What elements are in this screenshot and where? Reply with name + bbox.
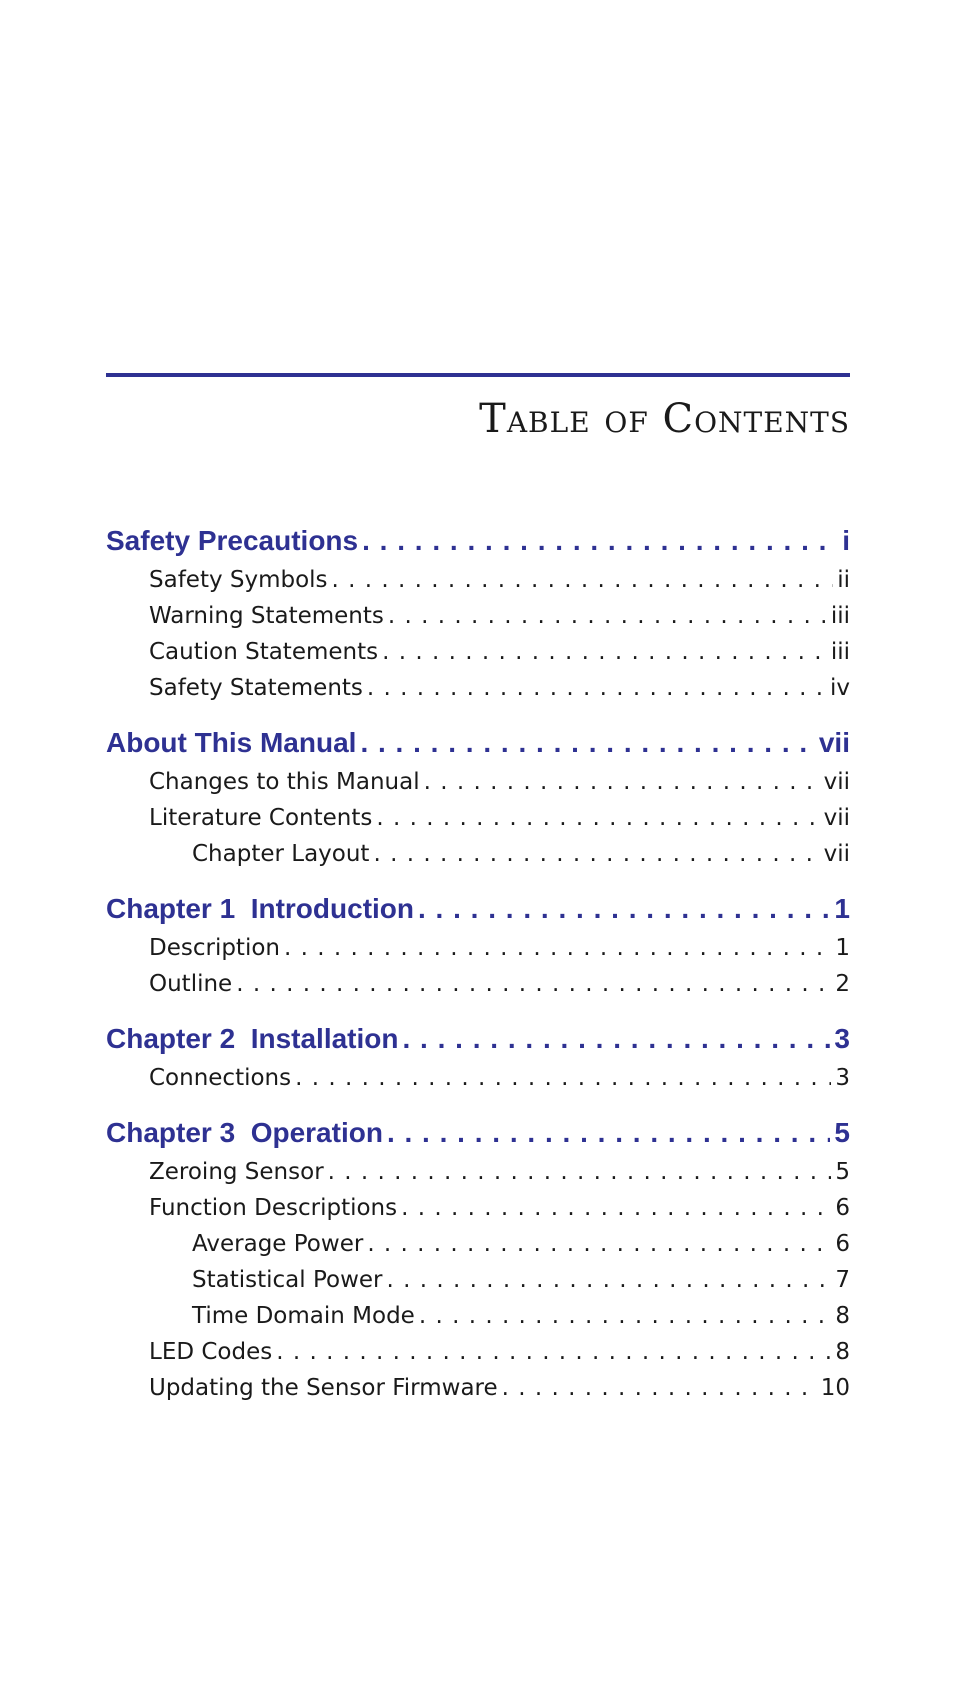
toc-section-chapter-3: [106, 1112, 850, 1406]
toc-entry-page: iii: [830, 639, 850, 665]
page-title: Table of Contents: [479, 396, 850, 442]
toc-entry-page: 8: [835, 1339, 850, 1365]
toc-entry-page: 2: [835, 971, 850, 997]
dot-leader: [403, 1018, 831, 1060]
toc-entry-title: Description: [149, 935, 280, 961]
toc-entry-title: Safety Precautions: [106, 525, 359, 556]
toc-entry[interactable]: [106, 1226, 850, 1262]
dot-leader: [387, 1112, 830, 1154]
toc-entry-title: Statistical Power: [192, 1267, 383, 1293]
dot-leader: [401, 1190, 831, 1226]
dot-leader: [387, 1262, 832, 1298]
toc-entry[interactable]: [106, 1018, 850, 1060]
toc-entry[interactable]: [106, 1060, 850, 1096]
dot-leader: [418, 888, 830, 930]
toc-entry[interactable]: [106, 764, 850, 800]
toc-entry-title: Chapter 1 Introduction: [106, 893, 414, 924]
toc-entry-title: Updating the Sensor Firmware: [149, 1375, 498, 1401]
toc-entry-page: 1: [835, 935, 850, 961]
toc-entry-page: 3: [834, 1023, 850, 1054]
toc-entry-page: iii: [830, 603, 850, 629]
toc-entry[interactable]: [106, 670, 850, 706]
dot-leader: [284, 930, 831, 966]
toc-entry[interactable]: [106, 800, 850, 836]
toc-entry-title: LED Codes: [149, 1339, 273, 1365]
toc-entry[interactable]: [106, 1334, 850, 1370]
toc-entry-page: 5: [834, 1117, 850, 1148]
dot-leader: [367, 1226, 831, 1262]
dot-leader: [424, 764, 820, 800]
toc-entry[interactable]: [106, 520, 850, 562]
toc-entry[interactable]: [106, 836, 850, 872]
dot-leader: [332, 562, 834, 598]
toc-entry-page: 3: [835, 1065, 850, 1091]
toc-entry-page: vii: [823, 805, 850, 831]
toc-entry-page: 8: [835, 1303, 850, 1329]
toc-entry[interactable]: [106, 1154, 850, 1190]
toc-entry-page: iv: [829, 675, 850, 701]
toc-entry-page: i: [842, 525, 850, 556]
table-of-contents: [106, 520, 850, 1422]
dot-leader: [382, 634, 827, 670]
dot-leader: [360, 722, 814, 764]
toc-entry[interactable]: [106, 1298, 850, 1334]
toc-entry-title: Chapter 2 Installation: [106, 1023, 399, 1054]
toc-entry-title: Chapter Layout: [192, 841, 370, 867]
toc-entry-title: Time Domain Mode: [192, 1303, 415, 1329]
toc-section-about-this-manual: [106, 722, 850, 872]
toc-entry-page: 5: [835, 1159, 850, 1185]
toc-entry-page: 1: [834, 893, 850, 924]
toc-entry[interactable]: [106, 966, 850, 1002]
toc-entry-title: Outline: [149, 971, 233, 997]
toc-entry-title: About This Manual: [106, 727, 357, 758]
toc-entry-title: Safety Statements: [149, 675, 363, 701]
toc-entry-page: ii: [837, 567, 850, 593]
toc-entry-title: Warning Statements: [149, 603, 384, 629]
toc-entry[interactable]: [106, 888, 850, 930]
dot-leader: [502, 1370, 817, 1406]
dot-leader: [295, 1060, 831, 1096]
toc-entry[interactable]: [106, 1262, 850, 1298]
toc-entry-title: Safety Symbols: [149, 567, 328, 593]
toc-entry-title: Average Power: [192, 1231, 364, 1257]
toc-entry-page: 6: [835, 1231, 850, 1257]
toc-entry[interactable]: [106, 562, 850, 598]
toc-entry-title: Function Descriptions: [149, 1195, 398, 1221]
toc-entry[interactable]: [106, 930, 850, 966]
header-rule: [106, 373, 850, 377]
toc-entry-page: 7: [835, 1267, 850, 1293]
toc-entry-page: vii: [823, 769, 850, 795]
toc-entry[interactable]: [106, 722, 850, 764]
dot-leader: [328, 1154, 832, 1190]
toc-section-chapter-2: [106, 1018, 850, 1096]
toc-section-safety-precautions: [106, 520, 850, 706]
dot-leader: [376, 800, 819, 836]
toc-entry-title: Literature Contents: [149, 805, 373, 831]
toc-entry-page: vii: [818, 727, 850, 758]
toc-entry-page: 10: [820, 1375, 850, 1401]
toc-entry[interactable]: [106, 598, 850, 634]
toc-entry[interactable]: [106, 634, 850, 670]
toc-entry-title: Changes to this Manual: [149, 769, 420, 795]
dot-leader: [388, 598, 827, 634]
toc-section-chapter-1: [106, 888, 850, 1002]
toc-entry-title: Caution Statements: [149, 639, 379, 665]
toc-entry-title: Chapter 3 Operation: [106, 1117, 383, 1148]
toc-entry-page: vii: [823, 841, 850, 867]
toc-entry-title: Connections: [149, 1065, 292, 1091]
dot-leader: [276, 1334, 831, 1370]
toc-entry[interactable]: [106, 1370, 850, 1406]
dot-leader: [373, 836, 819, 872]
dot-leader: [367, 670, 826, 706]
toc-entry[interactable]: [106, 1190, 850, 1226]
toc-entry-page: 6: [835, 1195, 850, 1221]
dot-leader: [236, 966, 831, 1002]
toc-entry-title: Zeroing Sensor: [149, 1159, 324, 1185]
toc-entry[interactable]: [106, 1112, 850, 1154]
dot-leader: [362, 520, 838, 562]
dot-leader: [419, 1298, 832, 1334]
